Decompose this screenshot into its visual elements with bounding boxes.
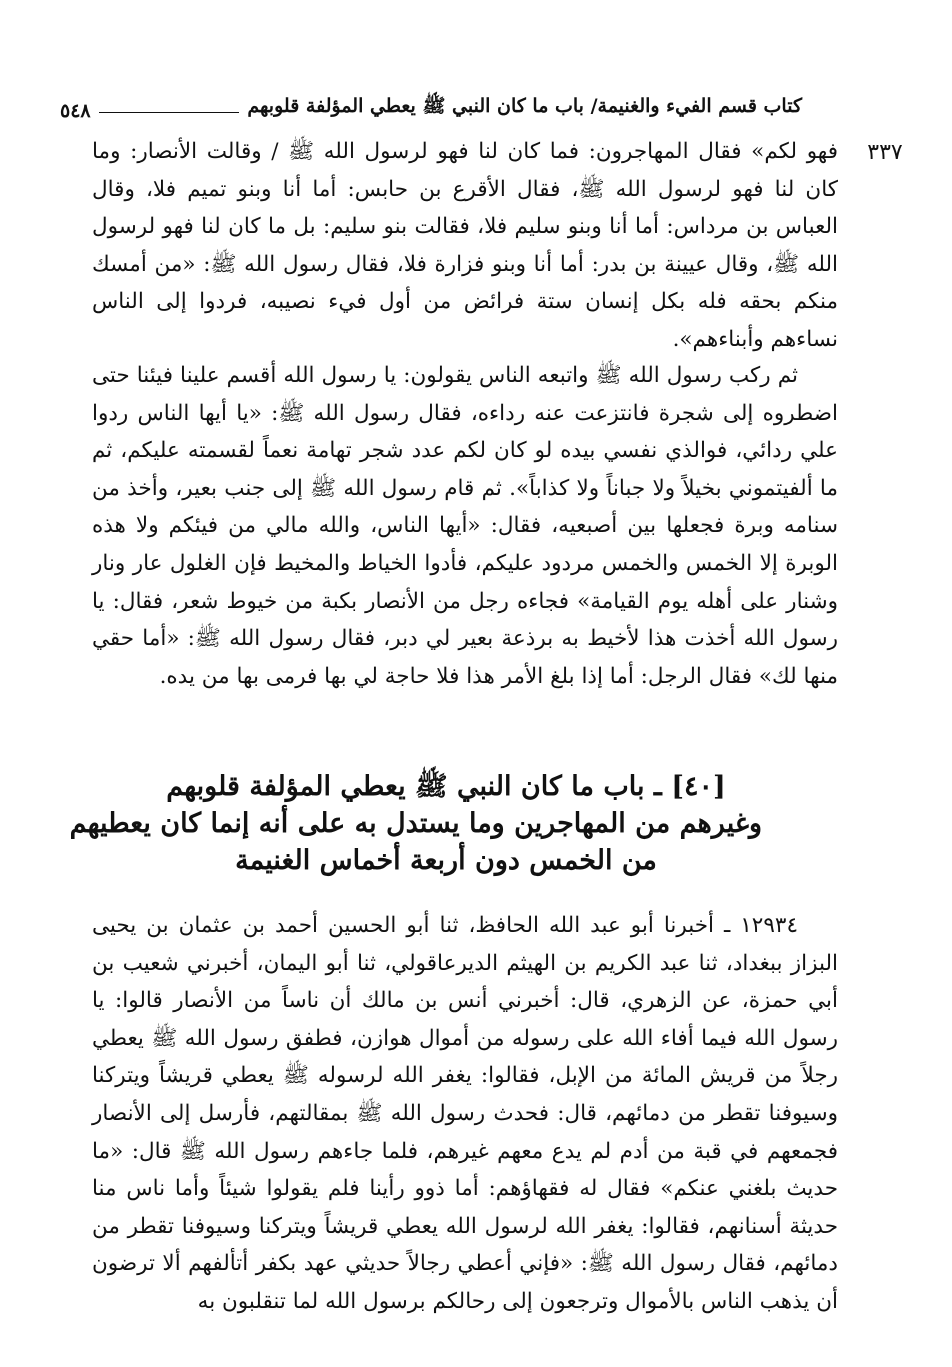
paragraph-narration: [92, 357, 838, 695]
header-title: كتاب قسم الفيء والغنيمة/ باب ما كان النبي ﷺ يعطي المؤلفة قلوبهم: [247, 95, 802, 117]
header-rule: [99, 112, 240, 113]
paragraph-narration-text: ثم ركب رسول الله ﷺ واتبعه الناس يقولون: يا رسول الله أقسم علينا فيئنا حتى اضطروه إلى شجرة فانتزعت عنه رداءه، فقال رسول الله ﷺ: «يا أيها الناس ردوا علي ردائي، فوالذي نفسي بيده لو كان لكم عدد شجر تهامة نعماً لقسمته عليكم، ثم ما ألفيتموني بخيلاً ولا جباناً ولا كذاباً». ثم قام رسول الله ﷺ إلى جنب بعير، وأخذ من سنامه وبرة فجعلها بين أصبعيه، فقال: «أيها الناس، والله مالي من فيئكم ولا هذه الوبرة إلا الخمس والخمس مردود عليكم، فأدوا الخياط والمخيط فإن الغلول عار ونار وشنار على أهله يوم القيامة» فجاءه رجل من الأنصار بكبة من خيوط شعر، فقال: يا رسول الله أخذت هذا لأخيط به برذعة بعير لي دبر، فقال رسول الله ﷺ: «أما حقي منها لك» فقال الرجل: أما إذا بلغ الأمر هذا فلا حاجة لي بها فرمى بها من يده.: [92, 363, 838, 689]
running-header: [60, 82, 802, 122]
margin-volume-page-number: ٣٣٧: [867, 140, 903, 165]
page-number: ٥٤٨: [60, 100, 91, 122]
hadith-paragraph: [92, 907, 838, 1321]
hadith-paragraph-text: ١٢٩٣٤ ـ أخبرنا أبو عبد الله الحافظ، ثنا أبو الحسين أحمد بن عثمان بن يحيى البزاز ببغداد، ثنا عبد الكريم بن الهيثم الديرعاقولي، ثنا أبو اليمان، أخبرني شعيب بن أبي حمزة، عن الزهري، قال: أخبرني أنس بن مالك أن ناساً من الأنصار قالوا: يا رسول الله فيما أفاء الله على رسوله من أموال هوازن، فطفق رسول الله ﷺ يعطي رجلاً من قريش المائة من الإبل، فقالوا: يغفر الله لرسوله ﷺ يعطي قريشاً ويتركنا وسيوفنا تقطر من دمائهم، قال: فحدث رسول الله ﷺ بمقالتهم، فأرسل إلى الأنصار فجمعهم في قبة من أدم لم يدع معهم غيرهم، فلما جاءهم رسول الله ﷺ قال: «ما حديث بلغني عنكم» فقال له فقهاؤهم: أما ذوو رأينا فلم يقولوا شيئاً وأما ناس منا حديثة أسنانهم، فقالوا: يغفر الله لرسول الله يعطي قريشاً ويتركنا وسيوفنا تقطر من دمائهم، فقال رسول الله ﷺ: «فإني أعطي رجالاً حديثي عهد بكفر أتألفهم ألا ترضون أن يذهب الناس بالأموال وترجعون إلى رحالكم برسول الله لما تنقلبون به: [92, 913, 838, 1314]
chapter-heading-line-2: وغيرهم من المهاجرين وما يستدل به على أنه إنما كان يعطيهم: [69, 808, 762, 839]
paragraph-continuation: فهو لكم» فقال المهاجرون: فما كان لنا فهو لرسول الله ﷺ / وقالت الأنصار: وما كان لنا فهو لرسول الله ﷺ، فقال الأقرع بن حابس: أما أنا وبنو تميم فلا، وقال العباس بن مرداس: أما أنا وبنو سليم فلا، فقالت بنو سليم: بل ما كان لنا فهو لرسول الله ﷺ، وقال عيينة بن بدر: أما أنا وبنو فزارة فلا، فقال رسول الله ﷺ: «من أمسك منكم بحقه فله بكل إنسان ستة فرائض من أول فيء نصيبه، فردوا إلى الناس نساءهم وأبناءهم».: [92, 139, 838, 352]
chapter-heading-line-3: من الخمس دون أربعة أخماس الغنيمة: [235, 845, 657, 876]
chapter-heading-line-1: [٤٠] ـ باب ما كان النبي ﷺ يعطي المؤلفة قلوبهم: [166, 771, 726, 802]
chapter-heading: [69, 768, 762, 879]
